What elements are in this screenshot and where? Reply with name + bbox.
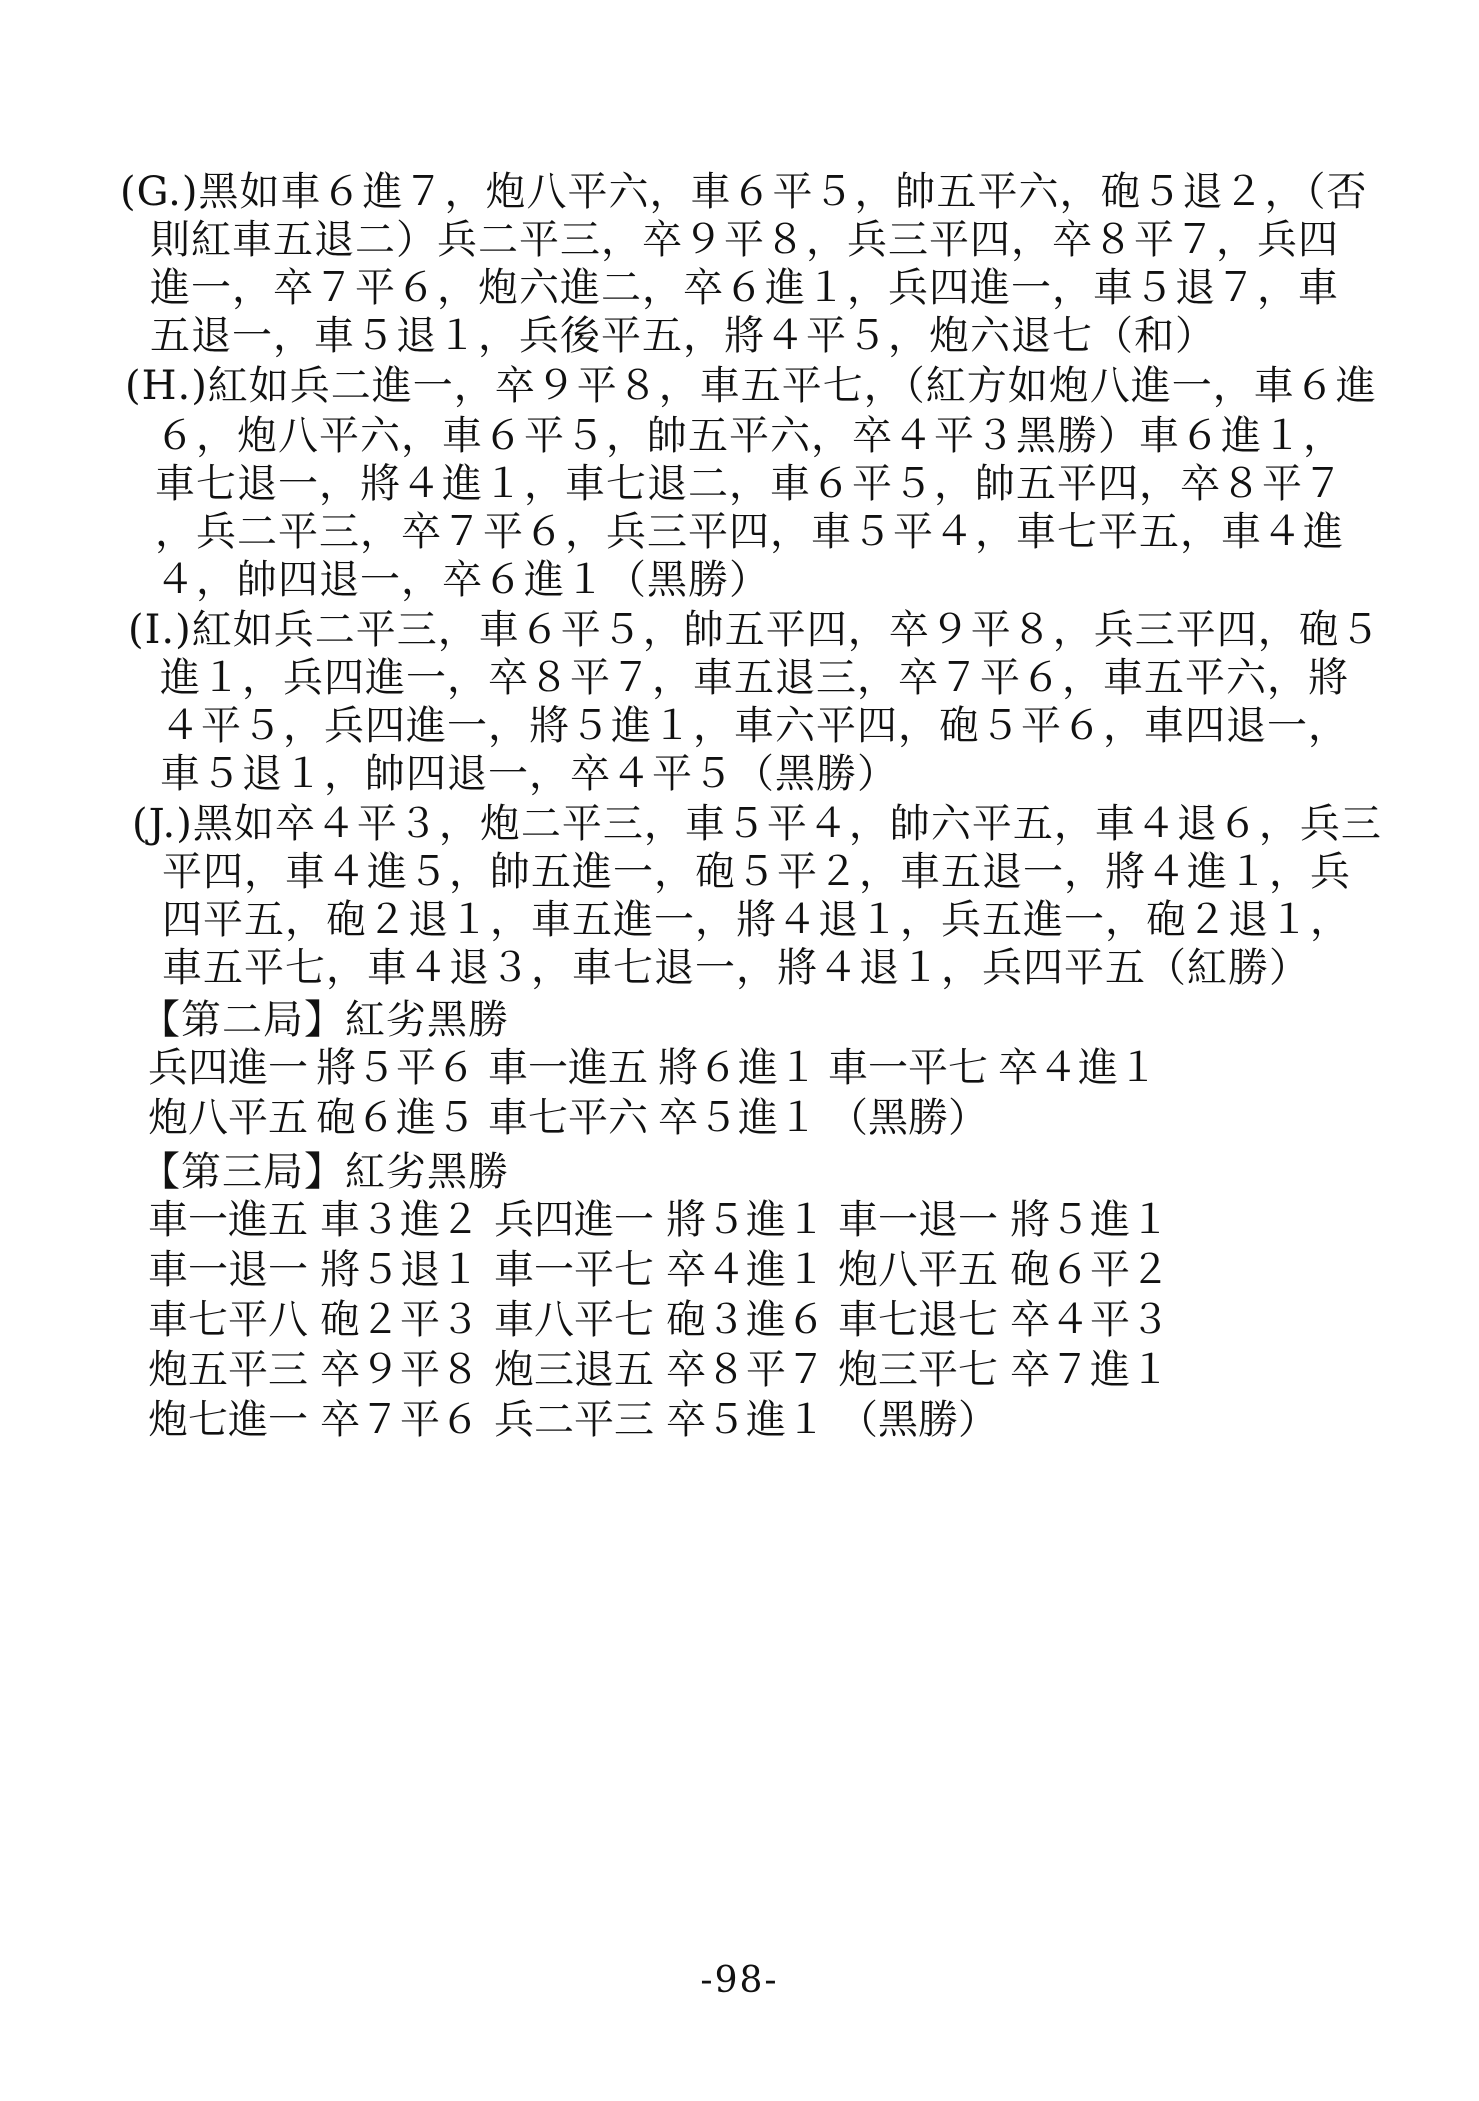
variation-h-line: 車七退一，將４進１，車七退二，車６平５，帥五平四，卒８平７ <box>155 461 1344 507</box>
move: 車一進五 <box>488 1045 648 1091</box>
variation-h-line: ６，炮八平六，車６平５，帥五平六，卒４平３黑勝）車６進１， <box>155 413 1344 459</box>
move: 兵四進一 <box>148 1045 308 1091</box>
move: 車３進２ <box>320 1197 480 1243</box>
move: 卒４進１ <box>998 1045 1158 1091</box>
move: 車七平六 <box>488 1095 648 1141</box>
variation-j-line: 平四，車４進５，帥五進一，砲５平２，車五退一，將４進１，兵 <box>162 849 1351 895</box>
variation-i-line: (I.)紅如兵二平三，車６平５，帥五平四，卒９平８，兵三平四，砲５ <box>128 607 1381 653</box>
move: 將５進１ <box>1010 1197 1170 1243</box>
move: 卒８平７ <box>666 1347 826 1393</box>
variation-g-line: 五退一，車５退１，兵後平五，將４平５，炮六退七（和） <box>150 313 1216 359</box>
move: 車八平七 <box>494 1297 654 1343</box>
variation-h-line: ４，帥四退一，卒６進１（黑勝） <box>155 557 770 603</box>
move: 卒４平３ <box>1010 1297 1170 1343</box>
move: 卒５進１ <box>666 1397 826 1443</box>
variation-i-line: ４平５，兵四進一，將５進１，車六平四，砲５平６，車四退一， <box>160 703 1349 749</box>
variation-i-line: 車５退１，帥四退一，卒４平５（黑勝） <box>160 751 898 797</box>
move: 兵二平三 <box>494 1397 654 1443</box>
move: 兵四進一 <box>494 1197 654 1243</box>
game3-heading: 【第三局】紅劣黑勝 <box>140 1149 509 1195</box>
move: 車一退一 <box>838 1197 998 1243</box>
move: 車一平七 <box>494 1247 654 1293</box>
move: 砲６進５ <box>316 1095 476 1141</box>
move: 卒４進１ <box>666 1247 826 1293</box>
move: 卒７進１ <box>1010 1347 1170 1393</box>
move: 炮三退五 <box>494 1347 654 1393</box>
move: 砲３進６ <box>666 1297 826 1343</box>
variation-g-line: 進一，卒７平６，炮六進二，卒６進１，兵四進一，車５退７，車 <box>150 265 1339 311</box>
variation-j-line: (J.)黑如卒４平３，炮二平三，車５平４，帥六平五，車４退６，兵三 <box>132 801 1382 847</box>
move: 車一平七 <box>828 1045 988 1091</box>
game2-heading: 【第二局】紅劣黑勝 <box>140 997 509 1043</box>
variation-g-line: 則紅車五退二）兵二平三，卒９平８，兵三平四，卒８平７，兵四 <box>150 217 1339 263</box>
move: 車一進五 <box>148 1197 308 1243</box>
move: 將６進１ <box>658 1045 818 1091</box>
move: 車一退一 <box>148 1247 308 1293</box>
variation-j-line: 四平五，砲２退１，車五進一，將４退１，兵五進一，砲２退１， <box>162 897 1351 943</box>
variation-j-line: 車五平七，車４退３，車七退一，將４退１，兵四平五（紅勝） <box>162 945 1310 991</box>
move: 炮八平五 <box>148 1095 308 1141</box>
page-number: -98- <box>700 1960 779 2001</box>
move: 砲６平２ <box>1010 1247 1170 1293</box>
move: 炮七進一 <box>148 1397 308 1443</box>
move: 炮五平三 <box>148 1347 308 1393</box>
move: 炮三平七 <box>838 1347 998 1393</box>
move: 車七退七 <box>838 1297 998 1343</box>
move: 將５進１ <box>666 1197 826 1243</box>
variation-h-line: ，兵二平三，卒７平６，兵三平四，車５平４，車七平五，車４進 <box>155 509 1344 555</box>
variation-g-line: (G.)黑如車６進７，炮八平六，車６平５，帥五平六，砲５退２，（否 <box>120 169 1368 215</box>
move: 將５平６ <box>316 1045 476 1091</box>
move: 炮八平五 <box>838 1247 998 1293</box>
move: 卒７平６ <box>320 1397 480 1443</box>
variation-h-line: (H.)紅如兵二進一，卒９平８，車五平七，（紅方如炮八進一，車６進 <box>125 363 1377 409</box>
move: 卒５進１ <box>658 1095 818 1141</box>
move: 砲２平３ <box>320 1297 480 1343</box>
move: 車七平八 <box>148 1297 308 1343</box>
variation-i-line: 進１，兵四進一，卒８平７，車五退三，卒７平６，車五平六，將 <box>160 655 1349 701</box>
game-result: （黑勝） <box>838 1397 998 1443</box>
move: 將５退１ <box>320 1247 480 1293</box>
game-result: （黑勝） <box>828 1095 988 1141</box>
move: 卒９平８ <box>320 1347 480 1393</box>
